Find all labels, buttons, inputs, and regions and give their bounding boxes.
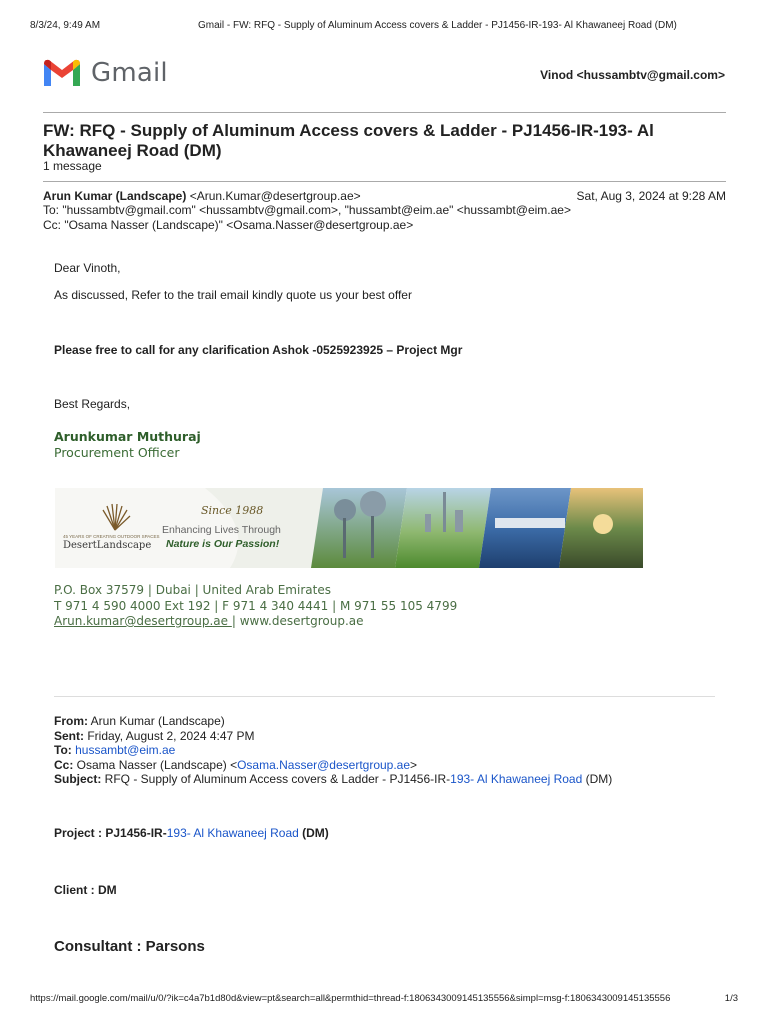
sender-email: <Arun.Kumar@desertgroup.ae> <box>186 189 361 203</box>
thread-subject <box>43 121 733 161</box>
regards: Best Regards, <box>54 397 131 411</box>
print-datetime: 8/3/24, 9:49 AM <box>30 20 101 31</box>
project-line <box>54 826 329 841</box>
account-label: Vinod <hussambtv@gmail.com> <box>540 68 725 82</box>
fwd-subject-link[interactable]: 193- Al Khawaneej Road <box>450 772 583 786</box>
project-end: (DM) <box>298 826 329 840</box>
banner-tagline-1: Enhancing Lives Through <box>162 524 281 536</box>
banner-brand-small: 45 YEARS OF CREATING OUTDOOR SPACES <box>63 534 160 539</box>
message-date: Sat, Aug 3, 2024 at 9:28 AM <box>576 189 726 203</box>
print-url: https://mail.google.com/mail/u/0/?ik=c4a7b1d80d&view=pt&search=all&permthid=thread-f:1806343009145135556&simpl=msg-f:1806343009145135556 <box>30 993 671 1004</box>
contact-phones: T 971 4 590 4000 Ext 192 | F 971 4 340 4441 | M 971 55 105 4799 <box>54 598 458 613</box>
greeting: Dear Vinoth, <box>54 261 121 275</box>
fwd-cc-label: Cc: <box>54 757 74 772</box>
body-paragraph: As discussed, Refer to the trail email kindly quote us your best offer <box>54 288 412 302</box>
contact-address: P.O. Box 37579 | Dubai | United Arab Emirates <box>54 583 331 597</box>
fwd-cc-email-link[interactable]: Osama.Nasser@desertgroup.ae <box>237 757 411 772</box>
client-line: Client : DM <box>54 883 117 897</box>
divider <box>54 696 715 697</box>
sender-name: Arun Kumar (Landscape) <box>43 189 187 203</box>
body-paragraph-bold: Please free to call for any clarification Ashok -0525923925 – Project Mgr <box>54 343 463 357</box>
fwd-to-link[interactable]: hussambt@eim.ae <box>75 743 176 757</box>
contact-email-link[interactable]: Arun.kumar@desertgroup.ae <box>54 614 232 628</box>
subject-line-1: FW: RFQ - Supply of Aluminum Access covers & Ladder - PJ1456-IR-193- Al <box>43 121 654 140</box>
consultant-line: Consultant : Parsons <box>54 938 205 955</box>
divider <box>43 181 726 182</box>
gmail-logo-text: Gmail <box>91 58 168 88</box>
signature-role: Procurement Officer <box>54 445 180 460</box>
fwd-sent-label: Sent: <box>54 728 84 743</box>
message-from <box>43 189 361 204</box>
signature-banner <box>55 488 643 568</box>
message-to: To: "hussambtv@gmail.com" <hussambtv@gmail.com>, "hussambt@eim.ae" <hussambt@eim.ae> <box>43 203 571 217</box>
contact-separator: | <box>231 614 240 628</box>
fwd-subject-label: Subject: <box>54 772 102 786</box>
fwd-subject-text: RFQ - Supply of Aluminum Access covers & Ladder - PJ1456-IR- <box>101 772 451 786</box>
contact-block <box>54 583 457 630</box>
fwd-cc-name: Osama Nasser (Landscape) < <box>73 757 238 772</box>
gmail-logo-icon[interactable] <box>42 58 82 88</box>
fwd-to-label: To: <box>54 743 72 757</box>
project-label: Project : PJ1456-IR- <box>54 826 167 840</box>
message-count: 1 message <box>43 159 102 173</box>
print-page-title: Gmail - FW: RFQ - Supply of Aluminum Access covers & Ladder - PJ1456-IR-193- Al Khawaneej Road (DM) <box>198 20 677 31</box>
fwd-from-label: From: <box>54 714 88 728</box>
signature-name: Arunkumar Muthuraj <box>54 429 201 444</box>
banner-brand: DesertLandscape <box>63 540 152 551</box>
project-link[interactable]: 193- Al Khawaneej Road <box>166 826 299 840</box>
fwd-from-value: Arun Kumar (Landscape) <box>88 714 225 728</box>
fwd-sent-value: Friday, August 2, 2024 4:47 PM <box>84 728 255 743</box>
contact-website-link[interactable]: www.desertgroup.ae <box>239 614 364 628</box>
subject-line-2: Khawaneej Road (DM) <box>43 141 222 160</box>
message-cc: Cc: "Osama Nasser (Landscape)" <Osama.Nasser@desertgroup.ae> <box>43 218 414 232</box>
print-page-number: 1/3 <box>724 993 738 1004</box>
fwd-subject-end: (DM) <box>582 772 613 786</box>
banner-tagline-2: Nature is Our Passion! <box>166 538 280 550</box>
divider <box>43 112 726 113</box>
forwarded-header <box>54 714 612 787</box>
banner-since: Since 1988 <box>201 504 264 517</box>
fwd-cc-end: > <box>410 757 418 772</box>
